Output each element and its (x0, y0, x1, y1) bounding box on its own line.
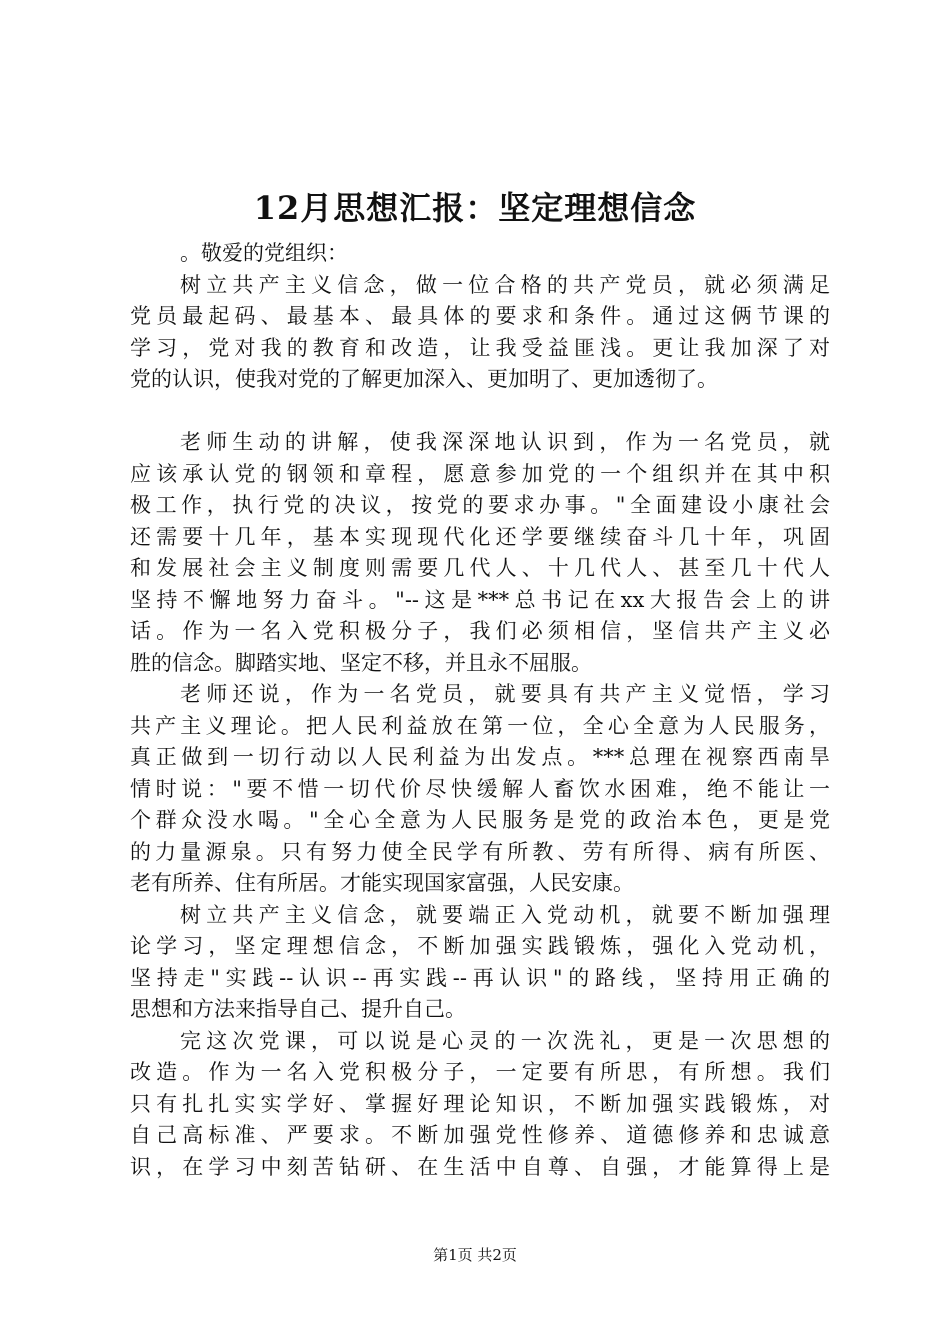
body-line: 还需要十几年，基本实现现代化还学要继续奋斗几十年，巩固 (130, 524, 830, 549)
body-line: 只有扎扎实实学好、掌握好理论知识，不断加强实践锻炼，对 (130, 1091, 830, 1116)
body-line: 和发展社会主义制度则需要几代人、十几代人、甚至几十代人 (130, 556, 830, 580)
body-line: 极工作，执行党的决议，按党的要求办事。"全面建设小康社会 (130, 493, 830, 517)
body-line: 党的认识，使我对党的了解更加深入、更加明了、更加透彻了。 (130, 367, 718, 391)
body-line: 老师还说，作为一名党员，就要具有共产主义觉悟，学习 (180, 682, 830, 706)
document-body (130, 238, 830, 1183)
body-line: 情时说："要不惜一切代价尽快缓解人畜饮水困难，绝不能让一 (130, 776, 830, 801)
body-line: 改造。作为一名入党积极分子，一定要有所思，有所想。我们 (130, 1060, 830, 1084)
body-line: 老师生动的讲解，使我深深地认识到，作为一名党员，就 (180, 430, 830, 454)
body-line: 识，在学习中刻苦钻研、在生活中自尊、自强，才能算得上是 (130, 1154, 830, 1179)
body-line: 个群众没水喝。"全心全意为人民服务是党的政治本色，更是党 (130, 808, 830, 832)
body-line: 坚持走"实践--认识--再实践--再认识"的路线，坚持用正确的 (130, 965, 830, 990)
body-line: 共产主义理论。把人民利益放在第一位，全心全意为人民服务， (130, 713, 830, 738)
body-line: 话。作为一名入党积极分子，我们必须相信，坚信共产主义必 (130, 619, 830, 643)
body-line: 党员最起码、最基本、最具体的要求和条件。通过这俩节课的 (130, 304, 830, 328)
body-line: 完这次党课，可以说是心灵的一次洗礼，更是一次思想的 (180, 1028, 830, 1053)
body-line: 树立共产主义信念，就要端正入党动机，就要不断加强理 (180, 902, 830, 927)
body-line: 坚持不懈地努力奋斗。"--这是***总书记在xx大报告会上的讲 (130, 587, 830, 612)
body-line: 应该承认党的钢领和章程，愿意参加党的一个组织并在其中积 (130, 461, 830, 486)
body-line: 自己高标准、严要求。不断加强党性修养、道德修养和忠诚意 (130, 1123, 830, 1147)
body-line: 思想和方法来指导自己、提升自己。 (130, 997, 466, 1021)
paragraph-gap (130, 396, 830, 428)
page-footer: 第1页 共2页 (433, 1246, 517, 1264)
document-title: 12月思想汇报：坚定理想信念 (253, 189, 697, 227)
salutation-line: 。敬爱的党组织： (180, 241, 348, 265)
body-line: 胜的信念。脚踏实地、坚定不移，并且永不屈服。 (130, 650, 592, 675)
body-line: 的力量源泉。只有努力使全民学有所教、劳有所得、病有所医、 (130, 839, 830, 864)
body-line: 老有所养、住有所居。才能实现国家富强，人民安康。 (130, 871, 634, 895)
body-line: 树立共产主义信念，做一位合格的共产党员，就必须满足 (180, 272, 830, 297)
body-line: 学习，党对我的教育和改造，让我受益匪浅。更让我加深了对 (130, 335, 830, 360)
body-line: 论学习，坚定理想信念，不断加强实践锻炼，强化入党动机， (130, 934, 830, 958)
body-line: 真正做到一切行动以人民利益为出发点。***总理在视察西南旱 (130, 745, 830, 769)
